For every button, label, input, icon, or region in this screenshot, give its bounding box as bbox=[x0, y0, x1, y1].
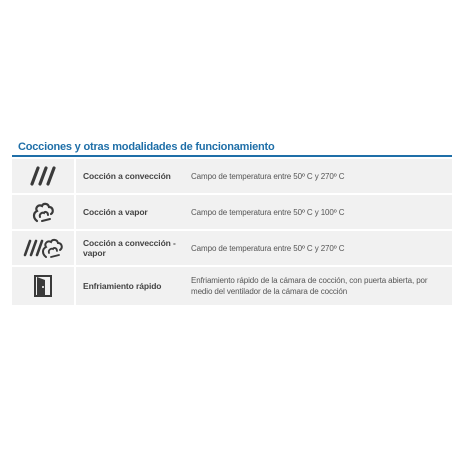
steam-icon bbox=[31, 201, 55, 223]
table-title: Cocciones y otras modalidades de funcionamiento bbox=[18, 141, 275, 153]
table-row bbox=[12, 195, 452, 231]
row-description: Campo de temperatura entre 50º C y 100º C bbox=[191, 207, 345, 217]
convection-icon bbox=[28, 166, 58, 186]
table-row bbox=[12, 159, 452, 195]
row-label: Cocción a convección bbox=[83, 171, 171, 181]
table-row bbox=[12, 231, 452, 267]
row-label: Enfriamiento rápido bbox=[83, 281, 162, 291]
open-door-icon bbox=[33, 274, 53, 298]
icon-cell bbox=[12, 231, 76, 265]
row-description: Campo de temperatura entre 50º C y 270º C bbox=[191, 243, 345, 253]
title-rule bbox=[12, 155, 452, 157]
table-row bbox=[12, 267, 452, 307]
row-label: Cocción a convección - vapor bbox=[83, 238, 176, 258]
icon-cell bbox=[12, 267, 76, 305]
row-label: Cocción a vapor bbox=[83, 207, 148, 217]
cooking-modes-table bbox=[12, 136, 452, 307]
convection-steam-icon bbox=[23, 237, 63, 259]
icon-cell bbox=[12, 195, 76, 229]
row-description: Campo de temperatura entre 50º C y 270º C bbox=[191, 171, 345, 181]
icon-cell bbox=[12, 159, 76, 193]
row-description: Enfriamiento rápido de la cámara de cocción, con puerta abierta, por medio del ventilador de la cámara de cocción bbox=[191, 276, 428, 296]
